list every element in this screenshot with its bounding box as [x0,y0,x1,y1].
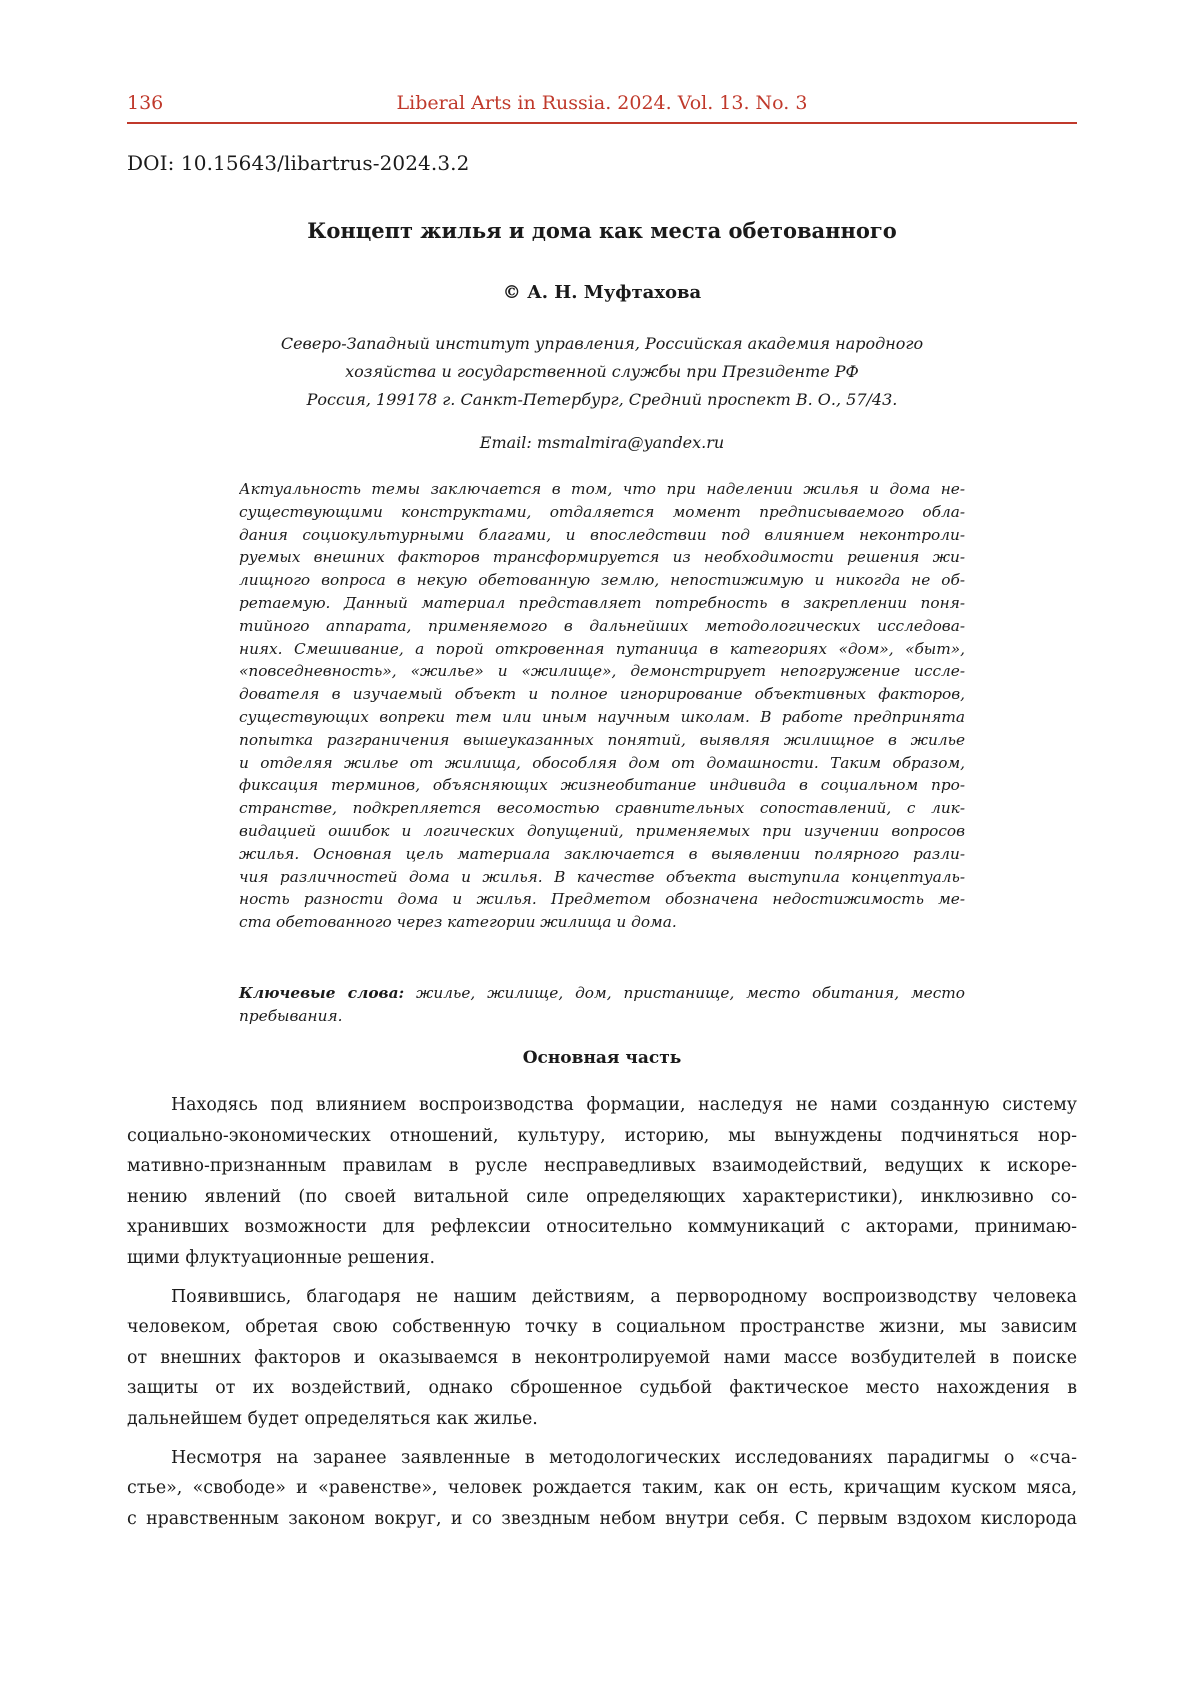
affiliation-line: Северо-Западный институт управления, Российская академия народного [280,334,924,353]
author: © А. Н. Муфтахова [502,282,702,303]
paragraph-line: социально-экономических отношений, культуру, историю, мы вынуждены подчиняться нор- [127,1125,1077,1146]
paragraph-line: дальнейшем будет определяться как жилье. [127,1408,538,1429]
paragraph [127,1090,1077,1274]
paragraph-line: от внешних факторов и оказываемся в неконтролируемой нами массе возбудителей в поиске [127,1347,1077,1368]
abstract-line: видацией ошибок и логических допущений, применяемых при изучении вопросов [239,821,965,840]
paragraph-line: человеком, обретая свою собственную точку в социальном пространстве жизни, мы зависим [127,1317,1077,1338]
article-title: Концепт жилья и дома как места обетованного [307,218,897,243]
affiliation-line: Россия, 199178 г. Санкт-Петербург, Средний проспект В. О., 57/43. [306,390,898,409]
abstract-line: ретаемую. Данный материал представляет потребность в закреплении поня- [239,593,965,612]
journal-citation: Liberal Arts in Russia. 2024. Vol. 13. No. 3 [396,92,808,114]
section-heading: Основная часть [522,1048,682,1068]
paragraph [127,1443,1077,1535]
paragraph [127,1282,1077,1435]
paragraph-line: защиты от их воздействий, однако сброшенное судьбой фактическое место нахождения в [127,1378,1077,1399]
paragraph-line: нению явлений (по своей витальной силе определяющих характеристики), инклюзивно со- [127,1186,1077,1207]
doi: DOI: 10.15643/libartrus-2024.3.2 [127,151,470,175]
keywords-line [239,982,965,1005]
affiliation-line: хозяйства и государственной службы при Президенте РФ [345,362,859,381]
paragraph-line: щими флуктуационные решения. [127,1247,436,1268]
abstract-line: чия различностей дома и жилья. В качестве объекта выступила концептуаль- [239,867,965,886]
abstract-line: странстве, подкрепляется весомостью сравнительных сопоставлений, с лик- [239,799,965,818]
abstract-line: лищного вопроса в некую обетованную землю, непостижимую и никогда не об- [239,571,965,590]
abstract-line: дователя в изучаемый объект и полное игнорирование объективных факторов, [239,685,965,704]
body-text [127,1090,1077,1542]
paragraph-line: Несмотря на заранее заявленные в методологических исследованиях парадигмы о «сча- [171,1447,1077,1468]
abstract-line: фиксация терминов, объясняющих жизнеобитание индивида в социальном про- [239,776,965,795]
affiliation [127,330,1077,414]
abstract-line: жилья. Основная цель материала заключается в выявлении полярного разли- [239,844,965,863]
abstract-line: попытка разграничения вышеуказанных понятий, выявляя жилищное в жилье [239,730,965,749]
keywords [239,982,965,1028]
abstract-line: ниях. Смешивание, а порой откровенная путаница в категориях «дом», «быт», [239,639,965,658]
paragraph-line: стье», «свободе» и «равенстве», человек рождается таким, как он есть, кричащим куском мяса, [127,1478,1077,1499]
paragraph-line: Появившись, благодаря не нашим действиям, а первородному воспроизводству человека [171,1286,1077,1307]
running-header [127,92,1077,124]
abstract-line: ность разности дома и жилья. Предметом обозначена недостижимость ме- [239,890,965,909]
abstract-line: Актуальность темы заключается в том, что при наделении жилья и дома не- [239,480,965,498]
paragraph-line: Находясь под влиянием воспроизводства формации, наследуя не нами созданную систему [171,1095,1077,1115]
abstract-line: существующих вопреки тем или иным научным школам. В работе предпринята [239,707,965,726]
abstract-line: тийного аппарата, применяемого в дальнейших методологических исследова- [239,616,965,635]
keywords-text: жилье, жилище, дом, пристанище, место обитания, место [416,984,965,1002]
keywords-line: пребывания. [239,1006,343,1025]
keywords-label: Ключевые слова: [239,984,405,1002]
abstract-line: дания социокультурными благами, и впоследствии под влиянием неконтроли- [239,525,965,544]
abstract-line: и отделяя жилье от жилища, обособляя дом от домашности. Таким образом, [239,753,965,772]
author-email: Email: msmalmira@yandex.ru [479,433,725,452]
page-number: 136 [127,92,164,114]
abstract-line: ста обетованного через категории жилища и дома. [239,913,677,932]
paragraph-line: хранивших возможности для рефлексии относительно коммуникаций с акторами, принимаю- [127,1217,1077,1238]
abstract-line: «повседневность», «жилье» и «жилище», демонстрирует непогружение иссле- [239,662,965,681]
abstract [239,478,965,934]
paragraph-line: мативно-признанным правилам в русле несправедливых взаимодействий, ведущих к искоре- [127,1156,1077,1177]
abstract-line: существующими конструктами, отдаляется момент предписываемого обла- [239,502,965,521]
abstract-line: руемых внешних факторов трансформируется из необходимости решения жи- [239,548,965,567]
paragraph-line: с нравственным законом вокруг, и со звездным небом внутри себя. С первым вздохом кислорода [127,1508,1077,1529]
